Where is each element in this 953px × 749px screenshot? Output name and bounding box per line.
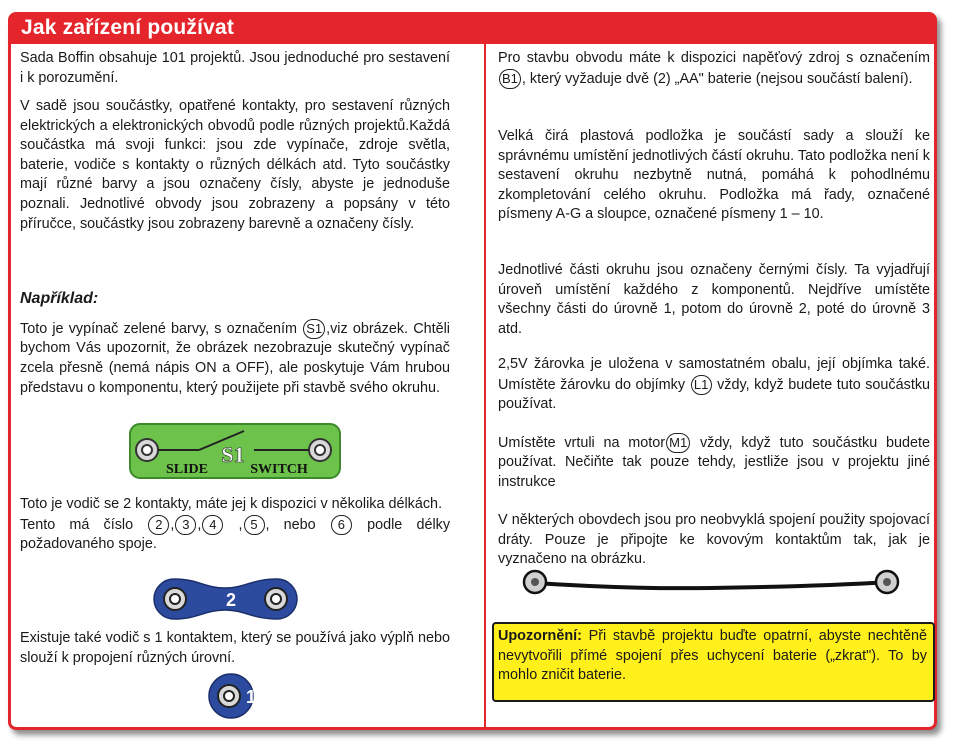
code-badge-l1: L1 (691, 375, 712, 395)
wire-2-contact-left-hole (170, 594, 180, 604)
bulb-text-b: vždy, když budete tuto součástku používat. (498, 376, 931, 412)
wire-1-label: 1 (245, 687, 257, 707)
switch-contact-left-hole (142, 445, 152, 455)
battery-text-a: Pro stavbu obvodu máte k dispozici napěťový zdroj s označením (498, 50, 930, 66)
motor-paragraph (498, 433, 930, 493)
battery-text-b: , který vyžaduje dvě (2) „AA" baterie (nejsou součástí balení). (521, 70, 913, 87)
separator: , (224, 516, 243, 533)
levels-paragraph: Jednotlivé části okruhu jsou označeny černými čísly. Ta vyjadřují úroveň umístění každého z komponentů. Nejdříve umístěte všechny části do úrovně 1, potom do úrovně 2, poté do úrovně 3 atd. (498, 262, 930, 337)
code-badge-b1: B1 (499, 69, 521, 89)
wire-text-a: Toto je vodič se 2 kontakty, máte jej k dispozici v několika délkách. (20, 496, 443, 512)
jumper-wire-cable (535, 582, 889, 588)
bulb-paragraph (498, 355, 930, 415)
wire-2-contact-right-hole (271, 594, 281, 604)
wire-paragraph (20, 495, 450, 555)
switch-text-a: Toto je vypínač zelené barvy, s označením (20, 320, 298, 337)
wire-2-label: 2 (225, 590, 237, 610)
wire-number-2: 2 (148, 515, 169, 535)
jumper-wire-illustration (521, 569, 903, 597)
single-wire-paragraph: Existuje také vodič s 1 kontaktem, který se používá jako výplň nebo slouží k propojení různých úrovní. (20, 630, 450, 666)
motor-text-b: vždy, když tuto součástku budete používat. Nečiňte tak pouze tehdy, jestliže jsou v projektu jiné instrukce (498, 434, 931, 490)
jumper-wire-end-left-core (531, 578, 539, 586)
example-heading: Například: (20, 290, 99, 307)
code-badge-m1: M1 (666, 433, 690, 453)
wire-text-b: Tento má číslo (20, 516, 134, 533)
wire-number-5: 5 (244, 515, 265, 535)
wire-number-3: 3 (175, 515, 196, 535)
jumper-wire-paragraph: V některých obovdech jsou pro neobvyklá spojení použity spojovací dráty. Pouze je připojte ke kovovým kontaktům tak, jak je vyznačeno na obrázku. (498, 512, 930, 568)
switch-code-label: S1 (221, 442, 245, 467)
page-title: Jak zařízení používat (21, 16, 235, 39)
code-badge-s1: S1 (303, 319, 325, 339)
wire-1-contact-hole (224, 691, 234, 701)
intro-paragraph: Sada Boffin obsahuje 101 projektů. Jsou jednoduché pro sestavení i k porozumění. (20, 50, 450, 86)
switch-text-b: ,viz obrázek. Chtěli bychom Vás upozornit, že obrázek nezobrazuje skutečný vypínač zcela přesně (nemá nápis ON a OFF), ale poskytuje Vám hrubou představu o komponentu, který použijete při stavbě svého okruhu. (20, 320, 450, 396)
warning-text: Při stavbě projektu buďte opatrní, abyste nechtěně nevytvořili přímé spojení přes uchycení baterie („zkrat"). To by mohlo zničit baterie. (498, 628, 928, 684)
slide-switch-illustration (129, 423, 341, 479)
warning-label: Upozornění: (498, 628, 582, 644)
switch-paragraph (20, 319, 450, 398)
wire-number-4: 4 (202, 515, 223, 535)
warning-box (492, 622, 935, 702)
column-divider (484, 44, 486, 728)
separator: , (170, 516, 175, 533)
wire-2-illustration (153, 578, 298, 620)
components-paragraph: V sadě jsou součástky, opatřené kontakty, pro sestavení různých elektrických a elektronických obvodů podle různých projektů.Každá součástka má svoji funkci: jsou zde vypínače, zdroje světla, baterie, vodiče s kontakty o různých délkách atd. Tyto součástky mají různé barvy a jsou označeny čísly, abyste je jednoduše poznali. Jednotlivé obvody jsou zobrazeny a popsány v této příručce, součástky jsou zobrazeny barevně a označeny čísly. (20, 98, 450, 232)
switch-slide-label: SLIDE (165, 462, 209, 477)
battery-paragraph (498, 49, 930, 89)
or-text: , nebo (265, 516, 316, 533)
wire-number-6: 6 (331, 515, 352, 535)
bulb-text-a: 2,5V žárovka je uložena v samostatném obalu, její objímka také. Umístěte žárovku do objímky (498, 356, 930, 393)
switch-switch-label: SWITCH (250, 462, 308, 477)
separator: , (197, 516, 202, 533)
wire-text-c: podle délky požadovaného spoje. (20, 516, 451, 552)
motor-text-a: Umístěte vrtuli na motor (498, 434, 666, 451)
page-header (10, 14, 935, 44)
wire-1-illustration (207, 673, 255, 719)
jumper-wire-end-right-core (883, 578, 891, 586)
switch-contact-right-hole (315, 445, 325, 455)
base-grid-paragraph: Velká čirá plastová podložka je součástí sady a slouží ke správnému umístění jednotlivých částí okruhu. Tato podložka není k sestavení okruhu nezbytně nutná, pomáhá k pohodlnému zkompletování celého okruhu. Podložka má řady, označené písmeny A-G a sloupce, označené písmeny 1 – 10. (498, 128, 930, 223)
